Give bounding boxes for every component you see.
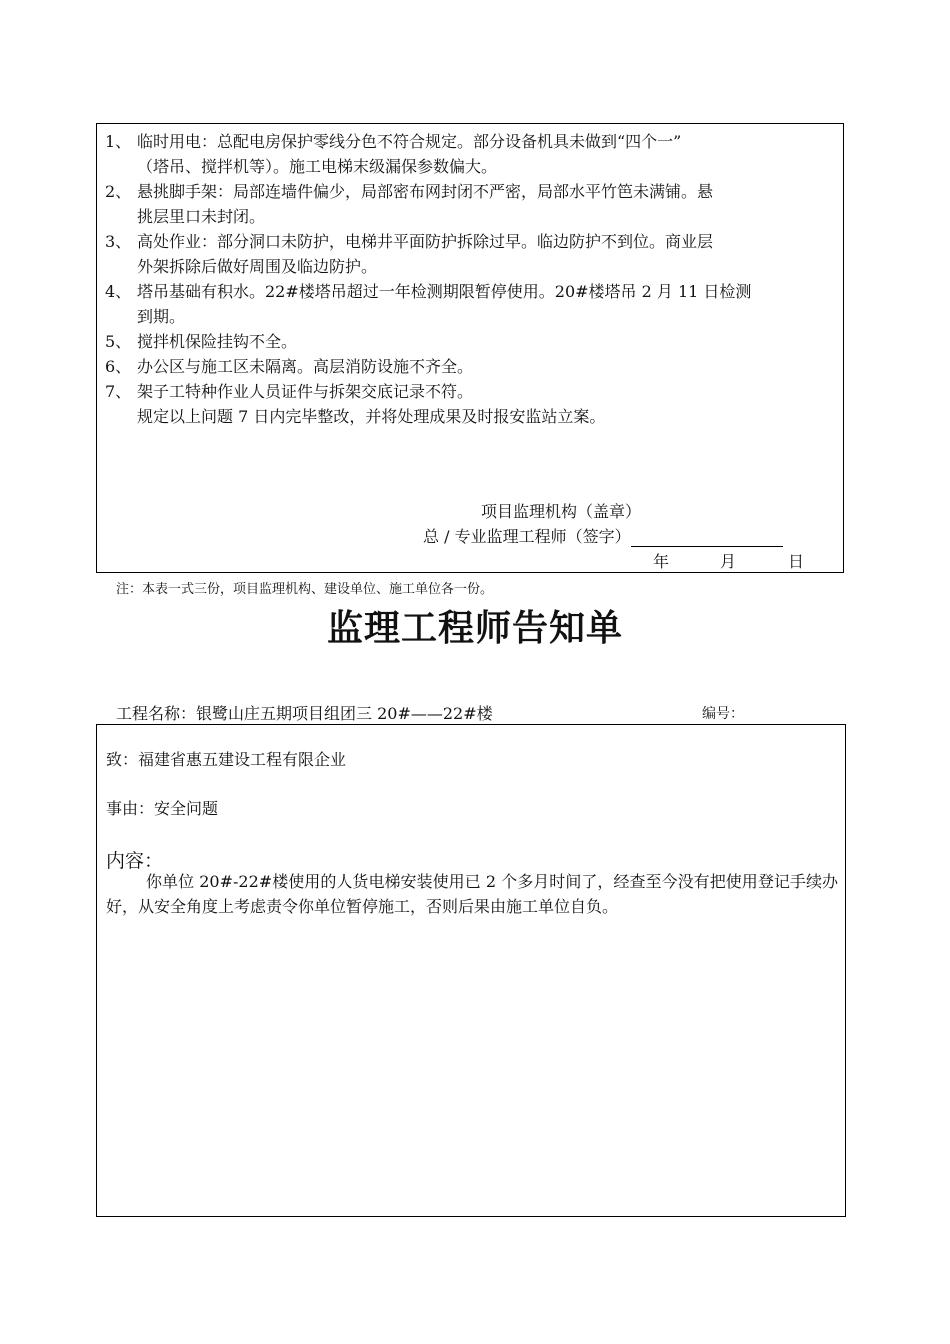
- page-title: 监理工程师告知单: [326, 607, 623, 649]
- item-text: 临时用电：总配电房保护零线分色不符合规定。部分设备机具未做到“四个一”: [137, 132, 682, 151]
- item-number: 3、: [105, 232, 132, 251]
- subject: 事由：安全问题: [106, 799, 219, 818]
- item-text-continued: 挑层里口未封闭。: [137, 207, 266, 226]
- date-month-label: 月: [720, 552, 737, 571]
- signature-line: [631, 528, 783, 547]
- closing-line: 规定以上问题 7 日内完毕整改，并将处理成果及时报安监站立案。: [137, 407, 606, 426]
- item-text: 办公区与施工区未隔离。高层消防设施不齐全。: [137, 357, 474, 376]
- form-number-label: 编号：: [702, 706, 744, 722]
- rectification-notice-box: [96, 123, 844, 573]
- item-number: 7、: [105, 382, 132, 401]
- copies-note: 注：本表一式三份，项目监理机构、建设单位、施工单位各一份。: [116, 582, 494, 597]
- item-number: 6、: [105, 357, 132, 376]
- supervision-org-stamp-label: 项目监理机构（盖章）: [481, 502, 642, 521]
- content-paragraph: 你单位 20#-22#楼使用的人货电梯安装使用已 2 个多月时间了，经查至今没有把使用登记手续办好，从安全角度上考虑责令你单位暂停施工，否则后果由施工单位自负。: [106, 872, 838, 916]
- item-text: 高处作业：部分洞口未防护，电梯井平面防护拆除过早。临边防护不到位。商业层: [137, 232, 714, 251]
- notice-form-box: [96, 724, 846, 1217]
- item-number: 4、: [105, 282, 132, 301]
- item-text: 塔吊基础有积水。22#楼塔吊超过一年检测期限暂停使用。20#楼塔吊 2 月 11 日检测: [137, 282, 752, 301]
- engineer-signature-label: 总 / 专业监理工程师（签字）: [423, 527, 631, 546]
- recipient: 致：福建省惠五建设工程有限企业: [106, 750, 347, 769]
- item-number: 1、: [105, 132, 132, 151]
- item-text: 搅拌机保险挂钩不全。: [137, 332, 298, 351]
- item-text-continued: （塔吊、搅拌机等）。施工电梯末级漏保参数偏大。: [137, 157, 498, 176]
- engineer-signature-row: [423, 524, 783, 547]
- item-text-continued: 外架拆除后做好周围及临边防护。: [137, 257, 378, 276]
- item-text: 悬挑脚手架：局部连墙件偏少，局部密布网封闭不严密，局部水平竹笆未满铺。悬: [137, 182, 714, 201]
- item-text-continued: 到期。: [137, 307, 186, 326]
- content-label: 内容：: [106, 850, 164, 872]
- date-year-label: 年: [653, 552, 670, 571]
- item-number: 5、: [105, 332, 132, 351]
- item-number: 2、: [105, 182, 132, 201]
- item-text: 架子工特种作业人员证件与拆架交底记录不符。: [137, 382, 474, 401]
- project-name: 工程名称：银鹭山庄五期项目组团三 20#——22#楼: [116, 704, 493, 723]
- date-day-label: 日: [788, 552, 805, 571]
